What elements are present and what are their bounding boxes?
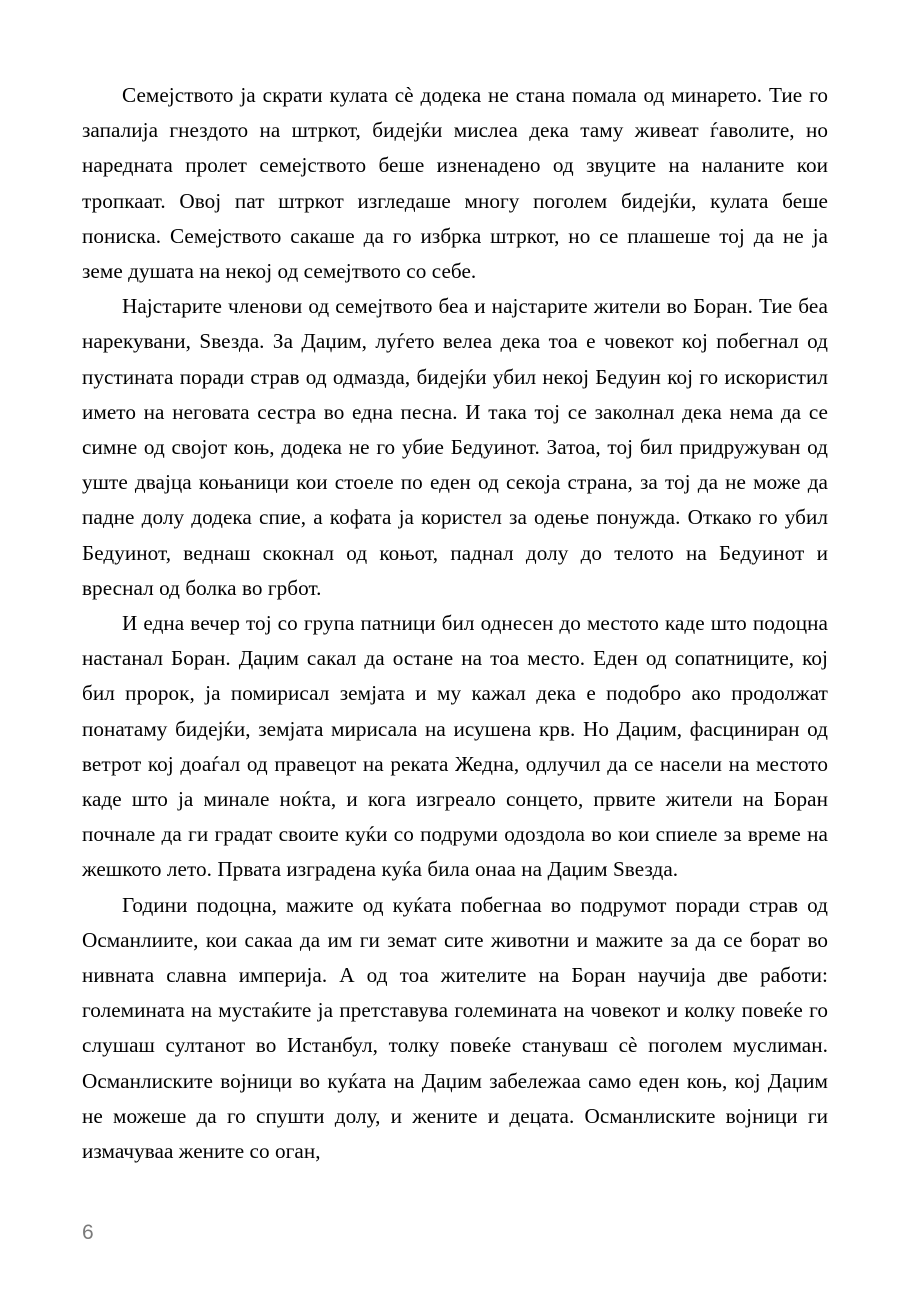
page-number: 6: [82, 1221, 94, 1244]
body-text-column: [82, 78, 828, 1169]
paragraph-3: И една вечер тој со група патници бил однесен до местото каде што подоцна настанал Боран. Даџим сакал да остане на тоа место. Еден од сопатниците, кој бил пророк, ја помирисал земјата и му кажал дека е подобро ако продолжат понатаму бидејќи, земјата мирисала на исушена крв. Но Даџим, фасциниран од ветрот кој доаѓал од правецот на реката Жедна, одлучил да се насели на местото каде што ја минале ноќта, и кога изгреало сонцето, првите жители на Боран почнале да ги градат своите куќи со подруми одоздола во кои спиеле за време на жешкото лето. Првата изградена куќа била онаа на Даџим Ѕвезда.: [82, 611, 828, 882]
paragraph-2: Најстарите членови од семејтвото беа и најстарите жители во Боран. Тие беа нарекувани, Ѕвезда. За Даџим, луѓето велеа дека тоа е човекот кој побегнал од пустината поради страв од одмазда, бидејќи убил некој Бедуин кој го искористил името на неговата сестра во една песна. И така тој се заколнал дека нема да се симне од својот коњ, додека не го убие Бедуинот. Затоа, тој бил придружуван од уште двајца коњаници кои стоеле по еден од секоја страна, за тој да не може да падне долу додека спие, а кофата ја користел за одење понужда. Откако го убил Бедуинот, веднаш скокнал од коњот, паднал долу до телото на Бедуинот и вреснал од болка во грбот.: [82, 294, 828, 600]
paragraph-4: Години подоцна, мажите од куќата побегнаа во подрумот поради страв од Османлиите, кои сакаа да им ги земат сите животни и мажите за да се борат во нивната славна империја. А од тоа жителите на Боран научија две работи: големината на мустаќите ја претставува големината на човекот и колку повеќе го слушаш султанот во Истанбул, толку повеќе стануваш сѐ поголем муслиман. Османлиските војници во куќата на Даџим забележаа само еден коњ, кој Даџим не можеше да го спушти долу, и жените и децата. Османлиските војници ги измачуваа жените со оган,: [82, 892, 828, 1164]
paragraph-1: Семејството ја скрати кулата сѐ додека не стана помала од минарето. Тие го запалија гнездото на штркот, бидејќи мислеа дека таму живеат ѓаволите, но наредната пролет семејството беше изненадено од звуците на наланите кои тропкаат. Овој пат штркот изгледаше многу поголем бидејќи, кулата беше пониска. Семејството сакаше да го избрка штркот, но се плашеше тој да не ја земе душата на некој од семејтвото со себе.: [82, 83, 828, 284]
